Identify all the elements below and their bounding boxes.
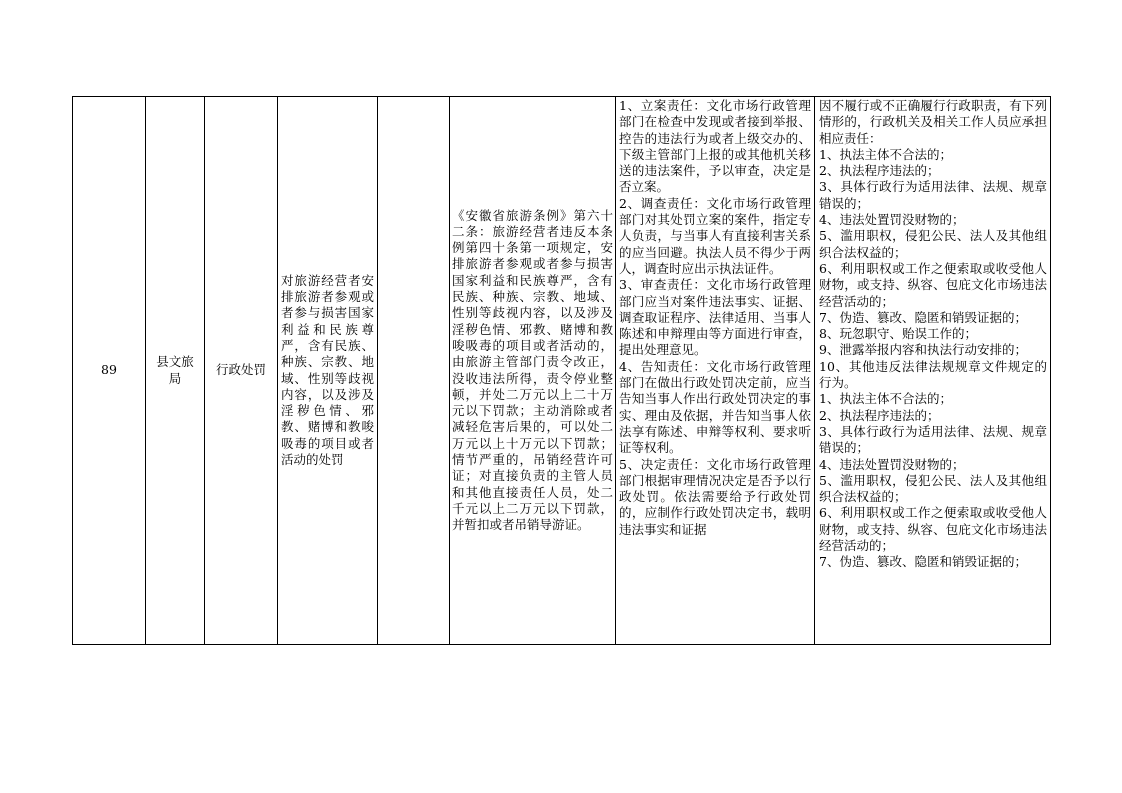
legal-basis: 《安徽省旅游条例》第六十二条：旅游经营者违反本条例第四十条第一项规定，安排旅游者参观或者参与损害国家利益和民族尊严，含有民族、种族、宗教、地域、性别等歧视内容，以及涉及淫秽色情、邪教、赌博和教唆吸毒的项目或者活动的，由旅游主管部门责令改正，没收违法所得，责令停业整顿，并处二万元以上二十万元以下罚款；主动消除或者减轻危害后果的，可以处二万元以上十万元以下罚款；情节严重的，吊销经营许可证；对直接负责的主管人员和其他直接责任人员，处二千元以上二万元以下罚款，并暂扣或者吊销导游证。: [452, 207, 613, 533]
responsibility-text: 1、立案责任：文化市场行政管理部门在检查中发现或者接到举报、控告的违法行为或者上级交办的、下级主管部门上报的或其他机关移送的违法案件，予以审查，决定是否立案。 2、调查责任：文化市场行政管理部门对其处罚立案的案件，指定专人负责，与当事人有直接利害关系的应当回避。执法人员不得少于两人，调查时应出示执法证件。 3、审查责任：文化市场行政管理部门应当对案件违法事实、证据、调查取证程序、法律适用、当事人陈述和申辩理由等方面进行审查，提出处理意见。 4、告知责任：文化市场行政管理部门在做出行政处罚决定前，应当告知当事人作出行政处罚决定的事实、理由及依据，并告知当事人依法享有陈述、申辩等权利、要求听证等权利。 5、决定责任：文化市场行政管理部门根据审理情况决定是否予以行政处罚。依法需要给予行政处罚的，应制作行政处罚决定书，载明违法事实和证据: [619, 98, 811, 537]
responsibility-cell: [616, 97, 815, 644]
table-row: [73, 97, 1050, 644]
category-cell: [205, 97, 278, 644]
legal-basis-cell: [450, 97, 616, 644]
accountability-text: 因不履行或不正确履行行政职责，有下列情形的，行政机关及相关工作人员应承担相应责任： 1、执法主体不合法的； 2、执法程序违法的； 3、具体行政行为适用法律、法规、规章错误的； 4、违法处置罚没财物的； 5、滥用职权，侵犯公民、法人及其他组织合法权益的； 6、利用职权或工作之便索取或收受他人财物，或支持、纵容、包庇文化市场违法经营活动的； 7、伪造、篡改、隐匿和销毁证据的； 8、玩忽职守、贻误工作的； 9、泄露举报内容和执法行动安排的； 10、其他违反法律法规规章文件规定的行为。 1、执法主体不合法的； 2、执法程序违法的； 3、具体行政行为适用法律、法规、规章错误的； 4、违法处置罚没财物的； 5、滥用职权，侵犯公民、法人及其他组织合法权益的； 6、利用职权或工作之便索取或收受他人财物，或支持、纵容、包庇文化市场违法经营活动的； 7、伪造、篡改、隐匿和销毁证据的；: [819, 98, 1047, 570]
accountability-cell: [815, 97, 1050, 644]
category: 行政处罚: [215, 362, 266, 378]
row-number: 89: [101, 362, 117, 378]
item-name-cell: [278, 97, 378, 644]
department-cell: [146, 97, 205, 644]
row-number-cell: [73, 97, 146, 644]
power-list-table: [72, 96, 1051, 645]
item-name: 对旅游经营者安排旅游者参观或者参与损害国家利益和民族尊严，含有民族、种族、宗教、地域、性别等歧视内容，以及涉及淫秽色情、邪教、赌博和教唆吸毒的项目或者活动的处罚: [281, 272, 374, 467]
department: 县文旅局: [156, 354, 194, 386]
sub-item-cell: [378, 97, 450, 644]
